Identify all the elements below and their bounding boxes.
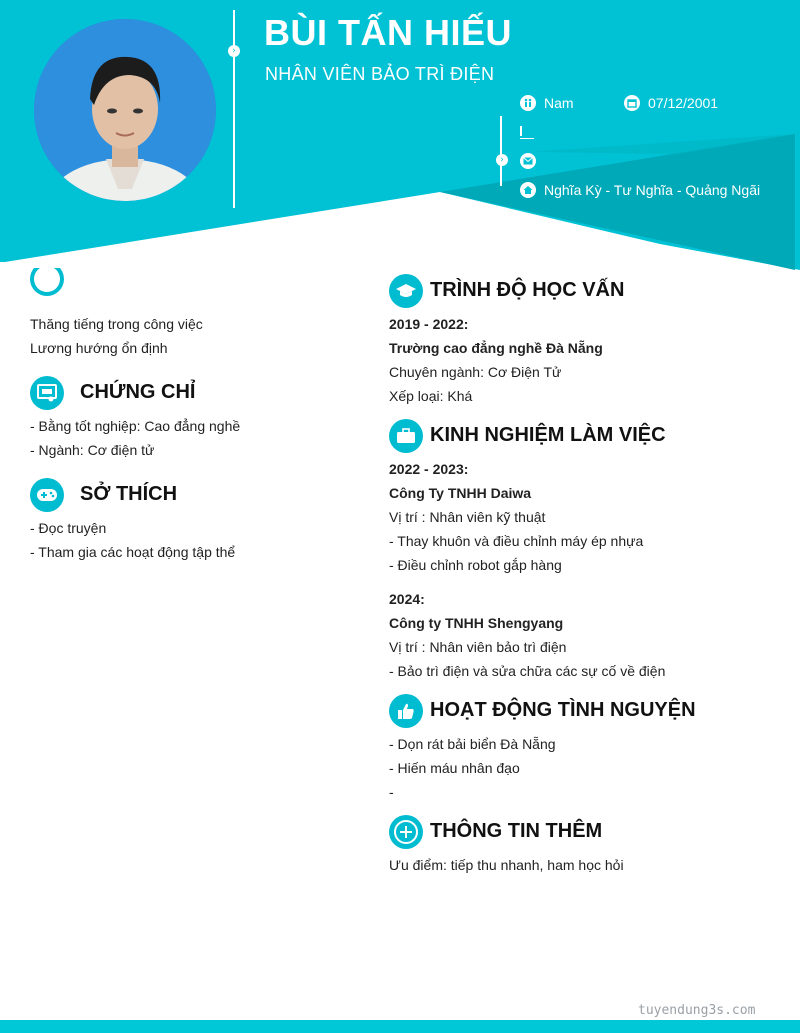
- job-period: 2022 - 2023:: [389, 461, 469, 477]
- extra-text: Ưu điểm: tiếp thu nhanh, ham học hỏi: [389, 857, 624, 873]
- extra-title: THÔNG TIN THÊM: [430, 820, 603, 842]
- education-rank: Xếp loại: Khá: [389, 388, 473, 404]
- address-row: [520, 182, 760, 198]
- email-row: [520, 153, 544, 169]
- footer-bar: [0, 1020, 800, 1033]
- phone-row: [520, 126, 526, 136]
- job-line: - Điều chỉnh robot gắp hàng: [389, 557, 562, 573]
- certificate-item: - Bằng tốt nghiệp: Cao đẳng nghề: [30, 418, 241, 434]
- volunteer-item: - Hiến máu nhân đạo: [389, 760, 520, 776]
- birthday-value: 07/12/2001: [648, 95, 719, 111]
- calendar-icon: [624, 95, 640, 111]
- job-line: - Bảo trì điện và sửa chữa các sự cố về điện: [389, 663, 666, 679]
- hobby-item: - Đọc truyện: [30, 520, 107, 536]
- mail-icon: [520, 153, 536, 169]
- education-school: Trường cao đẳng nghề Đà Nẵng: [389, 340, 603, 356]
- gender-value: Nam: [544, 95, 574, 111]
- graduation-cap-icon: [389, 274, 423, 308]
- profile-photo: [34, 19, 216, 201]
- home-icon: [520, 182, 536, 198]
- volunteer-item: -: [389, 784, 394, 800]
- experience-title: KINH NGHIỆM LÀM VIỆC: [430, 424, 666, 446]
- certificate-item: - Ngành: Cơ điện tử: [30, 442, 155, 458]
- gamepad-icon: [30, 478, 64, 512]
- job-period: 2024:: [389, 591, 425, 607]
- volunteer-title: HOẠT ĐỘNG TÌNH NGUYỆN: [430, 699, 696, 721]
- birthday-row: [624, 95, 718, 111]
- job-line: - Thay khuôn và điều chỉnh máy ép nhựa: [389, 533, 644, 549]
- briefcase-icon: [389, 419, 423, 453]
- chevron-right-icon: ›: [228, 45, 240, 57]
- job-company: Công Ty TNHH Daiwa: [389, 485, 532, 501]
- plus-icon: [389, 815, 423, 849]
- certificates-title: CHỨNG CHỈ: [80, 381, 196, 403]
- volunteer-item: - Dọn rát bải biển Đà Nẵng: [389, 736, 556, 752]
- hobby-item: - Tham gia các hoạt động tập thể: [30, 544, 236, 560]
- watermark: tuyendung3s.com: [638, 1003, 756, 1018]
- job-line: Vị trí : Nhân viên bảo trì điện: [389, 639, 567, 655]
- gender-icon: [520, 95, 536, 111]
- goal-line: Lương hướng ổn định: [30, 340, 168, 356]
- education-title: TRÌNH ĐỘ HỌC VẤN: [430, 279, 625, 301]
- goal-section-icon: [30, 268, 64, 308]
- thumbs-up-icon: [389, 694, 423, 728]
- phone-icon: [520, 126, 522, 136]
- address-value: Nghĩa Kỳ - Tư Nghĩa - Quảng Ngãi: [544, 182, 761, 198]
- job-line: Vị trí : Nhân viên kỹ thuật: [389, 509, 546, 525]
- chevron-right-icon: ›: [496, 154, 508, 166]
- gender-row: [520, 95, 574, 111]
- goal-line: Thăng tiếng trong công việc: [30, 316, 203, 332]
- header-divider-line: [233, 10, 235, 208]
- candidate-name: BÙI TẤN HIẾU: [264, 12, 512, 53]
- job-title: NHÂN VIÊN BẢO TRÌ ĐIỆN: [265, 64, 495, 84]
- education-period: 2019 - 2022:: [389, 316, 469, 332]
- education-major: Chuyên ngành: Cơ Điện Tử: [389, 364, 562, 380]
- certificate-icon: [30, 376, 64, 410]
- contact-divider-line: [500, 116, 502, 186]
- hobbies-title: SỞ THÍCH: [80, 483, 178, 505]
- phone-underline: [520, 138, 534, 139]
- job-company: Công ty TNHH Shengyang: [389, 615, 564, 631]
